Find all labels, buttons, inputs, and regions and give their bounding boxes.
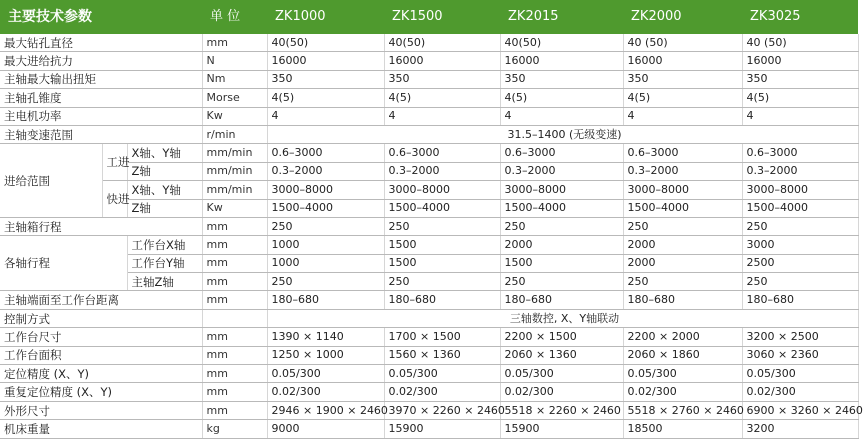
cell-value: 3000–8000	[623, 181, 742, 199]
cell-value: 0.02/300	[623, 383, 742, 401]
cell-value: 16000	[623, 52, 742, 70]
table-row	[0, 365, 858, 383]
header-row	[0, 0, 858, 34]
cell-value: 2060 × 1360	[500, 346, 623, 364]
row-unit: Kw	[202, 107, 267, 125]
row-unit: mm	[202, 273, 267, 291]
cell-value: 0.3–2000	[623, 162, 742, 180]
cell-value: 0.3–2000	[500, 162, 623, 180]
row-label: 主轴最大输出扭矩	[0, 70, 202, 88]
cell-value: 250	[500, 273, 623, 291]
merged-value: 31.5–1400 (无级变速)	[267, 125, 858, 143]
row-label: 主轴变速范围	[0, 125, 202, 143]
cell-value: 4	[623, 107, 742, 125]
subgroup-label: 工进	[102, 144, 127, 181]
row-label: 机床重量	[0, 420, 202, 438]
row-unit: mm	[202, 291, 267, 309]
cell-value: 3000	[742, 236, 858, 254]
header-unit: 单 位	[202, 0, 267, 34]
axis-label: X轴、Y轴	[127, 181, 202, 199]
cell-value: 16000	[742, 52, 858, 70]
table-row	[0, 217, 858, 235]
table-row	[0, 70, 858, 88]
cell-value: 4	[267, 107, 384, 125]
row-label: 工作台尺寸	[0, 328, 202, 346]
cell-value: 0.3–2000	[384, 162, 500, 180]
cell-value: 250	[384, 273, 500, 291]
row-unit: r/min	[202, 125, 267, 143]
cell-value: 4(5)	[500, 89, 623, 107]
cell-value: 180–680	[623, 291, 742, 309]
axis-label: Z轴	[127, 162, 202, 180]
cell-value: 1000	[267, 254, 384, 272]
cell-value: 250	[742, 273, 858, 291]
cell-value: 16000	[500, 52, 623, 70]
cell-value: 1500–4000	[384, 199, 500, 217]
cell-value: 4(5)	[742, 89, 858, 107]
table-row	[0, 273, 858, 291]
row-label: 定位精度 (X、Y)	[0, 365, 202, 383]
cell-value: 2000	[623, 254, 742, 272]
cell-value: 4(5)	[384, 89, 500, 107]
cell-value: 16000	[384, 52, 500, 70]
table-row	[0, 34, 858, 52]
cell-value: 250	[267, 273, 384, 291]
table-row	[0, 401, 858, 419]
cell-value: 0.05/300	[623, 365, 742, 383]
cell-value: 1560 × 1360	[384, 346, 500, 364]
cell-value: 1500–4000	[500, 199, 623, 217]
cell-value: 40 (50)	[623, 34, 742, 52]
row-label: 外形尺寸	[0, 401, 202, 419]
table-row	[0, 383, 858, 401]
cell-value: 0.02/300	[742, 383, 858, 401]
cell-value: 1500–4000	[623, 199, 742, 217]
cell-value: 0.05/300	[742, 365, 858, 383]
cell-value: 3970 × 2260 × 2460	[384, 401, 500, 419]
row-label: 最大进给抗力	[0, 52, 202, 70]
cell-value: 180–680	[742, 291, 858, 309]
cell-value: 40(50)	[384, 34, 500, 52]
axis-label: 工作台X轴	[127, 236, 202, 254]
cell-value: 2000	[500, 236, 623, 254]
cell-value: 0.6–3000	[623, 144, 742, 162]
header-param: 主要技术参数	[0, 0, 202, 34]
cell-value: 2000	[623, 236, 742, 254]
cell-value: 0.3–2000	[267, 162, 384, 180]
cell-value: 1500	[384, 236, 500, 254]
axis-label: Z轴	[127, 199, 202, 217]
header-model: ZK2015	[500, 0, 623, 34]
table-row	[0, 236, 858, 254]
cell-value: 3000–8000	[267, 181, 384, 199]
group-label: 进给范围	[0, 144, 102, 218]
cell-value: 4	[500, 107, 623, 125]
cell-value: 40(50)	[267, 34, 384, 52]
row-unit: Kw	[202, 199, 267, 217]
table-row	[0, 107, 858, 125]
row-label: 控制方式	[0, 309, 202, 327]
cell-value: 1500	[384, 254, 500, 272]
table-row	[0, 309, 858, 327]
cell-value: 3000–8000	[384, 181, 500, 199]
cell-value: 15900	[500, 420, 623, 438]
row-unit: mm	[202, 346, 267, 364]
table-row	[0, 125, 858, 143]
cell-value: 0.02/300	[267, 383, 384, 401]
cell-value: 16000	[267, 52, 384, 70]
row-label: 重复定位精度 (X、Y)	[0, 383, 202, 401]
cell-value: 40(50)	[500, 34, 623, 52]
cell-value: 4(5)	[267, 89, 384, 107]
row-unit: kg	[202, 420, 267, 438]
cell-value: 3060 × 2360	[742, 346, 858, 364]
table-row	[0, 291, 858, 309]
row-label: 最大钻孔直径	[0, 34, 202, 52]
cell-value: 2500	[742, 254, 858, 272]
cell-value: 1500	[500, 254, 623, 272]
table-row	[0, 346, 858, 364]
table-row	[0, 181, 858, 199]
row-unit	[202, 309, 267, 327]
header-model: ZK1000	[267, 0, 384, 34]
row-unit: mm	[202, 217, 267, 235]
axis-label: 工作台Y轴	[127, 254, 202, 272]
cell-value: 9000	[267, 420, 384, 438]
cell-value: 3200 × 2500	[742, 328, 858, 346]
cell-value: 0.6–3000	[384, 144, 500, 162]
row-unit: mm	[202, 401, 267, 419]
cell-value: 5518 × 2760 × 2460	[623, 401, 742, 419]
subgroup-label: 快进	[102, 181, 127, 218]
header-model: ZK3025	[742, 0, 858, 34]
table-row	[0, 420, 858, 438]
row-unit: mm	[202, 236, 267, 254]
row-unit: N	[202, 52, 267, 70]
cell-value: 350	[742, 70, 858, 88]
cell-value: 250	[384, 217, 500, 235]
row-unit: Nm	[202, 70, 267, 88]
cell-value: 0.6–3000	[742, 144, 858, 162]
cell-value: 350	[623, 70, 742, 88]
cell-value: 0.6–3000	[267, 144, 384, 162]
row-label: 主轴孔锥度	[0, 89, 202, 107]
cell-value: 2946 × 1900 × 2460	[267, 401, 384, 419]
cell-value: 250	[500, 217, 623, 235]
cell-value: 6900 × 3260 × 2460	[742, 401, 858, 419]
row-label: 主轴端面至工作台距离	[0, 291, 202, 309]
row-label: 工作台面积	[0, 346, 202, 364]
table-row	[0, 89, 858, 107]
cell-value: 1390 × 1140	[267, 328, 384, 346]
cell-value: 4(5)	[623, 89, 742, 107]
cell-value: 2060 × 1860	[623, 346, 742, 364]
cell-value: 2200 × 1500	[500, 328, 623, 346]
row-label: 主轴箱行程	[0, 217, 202, 235]
cell-value: 4	[384, 107, 500, 125]
table-row	[0, 52, 858, 70]
cell-value: 0.05/300	[384, 365, 500, 383]
header-model: ZK1500	[384, 0, 500, 34]
cell-value: 1500–4000	[267, 199, 384, 217]
row-label: 主电机功率	[0, 107, 202, 125]
cell-value: 0.05/300	[267, 365, 384, 383]
row-unit: mm	[202, 328, 267, 346]
row-unit: mm	[202, 34, 267, 52]
row-unit: mm	[202, 365, 267, 383]
cell-value: 180–680	[500, 291, 623, 309]
cell-value: 1000	[267, 236, 384, 254]
cell-value: 250	[267, 217, 384, 235]
table-row	[0, 328, 858, 346]
row-unit: mm/min	[202, 181, 267, 199]
cell-value: 0.02/300	[500, 383, 623, 401]
group-label: 各轴行程	[0, 236, 127, 291]
cell-value: 180–680	[267, 291, 384, 309]
table-row	[0, 144, 858, 162]
cell-value: 40 (50)	[742, 34, 858, 52]
cell-value: 3000–8000	[500, 181, 623, 199]
row-unit: mm/min	[202, 144, 267, 162]
cell-value: 4	[742, 107, 858, 125]
row-unit: mm	[202, 254, 267, 272]
header-model: ZK2000	[623, 0, 742, 34]
cell-value: 250	[623, 273, 742, 291]
axis-label: X轴、Y轴	[127, 144, 202, 162]
axis-label: 主轴Z轴	[127, 273, 202, 291]
cell-value: 1700 × 1500	[384, 328, 500, 346]
cell-value: 350	[500, 70, 623, 88]
row-unit: mm/min	[202, 162, 267, 180]
cell-value: 0.6–3000	[500, 144, 623, 162]
cell-value: 350	[384, 70, 500, 88]
cell-value: 1500–4000	[742, 199, 858, 217]
row-unit: mm	[202, 383, 267, 401]
table-row	[0, 254, 858, 272]
cell-value: 250	[742, 217, 858, 235]
cell-value: 5518 × 2260 × 2460	[500, 401, 623, 419]
cell-value: 18500	[623, 420, 742, 438]
cell-value: 3200	[742, 420, 858, 438]
cell-value: 250	[623, 217, 742, 235]
merged-value: 三轴数控, X、Y轴联动	[267, 309, 858, 327]
cell-value: 0.05/300	[500, 365, 623, 383]
cell-value: 15900	[384, 420, 500, 438]
cell-value: 1250 × 1000	[267, 346, 384, 364]
cell-value: 0.02/300	[384, 383, 500, 401]
cell-value: 3000–8000	[742, 181, 858, 199]
row-unit: Morse	[202, 89, 267, 107]
cell-value: 180–680	[384, 291, 500, 309]
cell-value: 350	[267, 70, 384, 88]
cell-value: 2200 × 2000	[623, 328, 742, 346]
cell-value: 0.3–2000	[742, 162, 858, 180]
